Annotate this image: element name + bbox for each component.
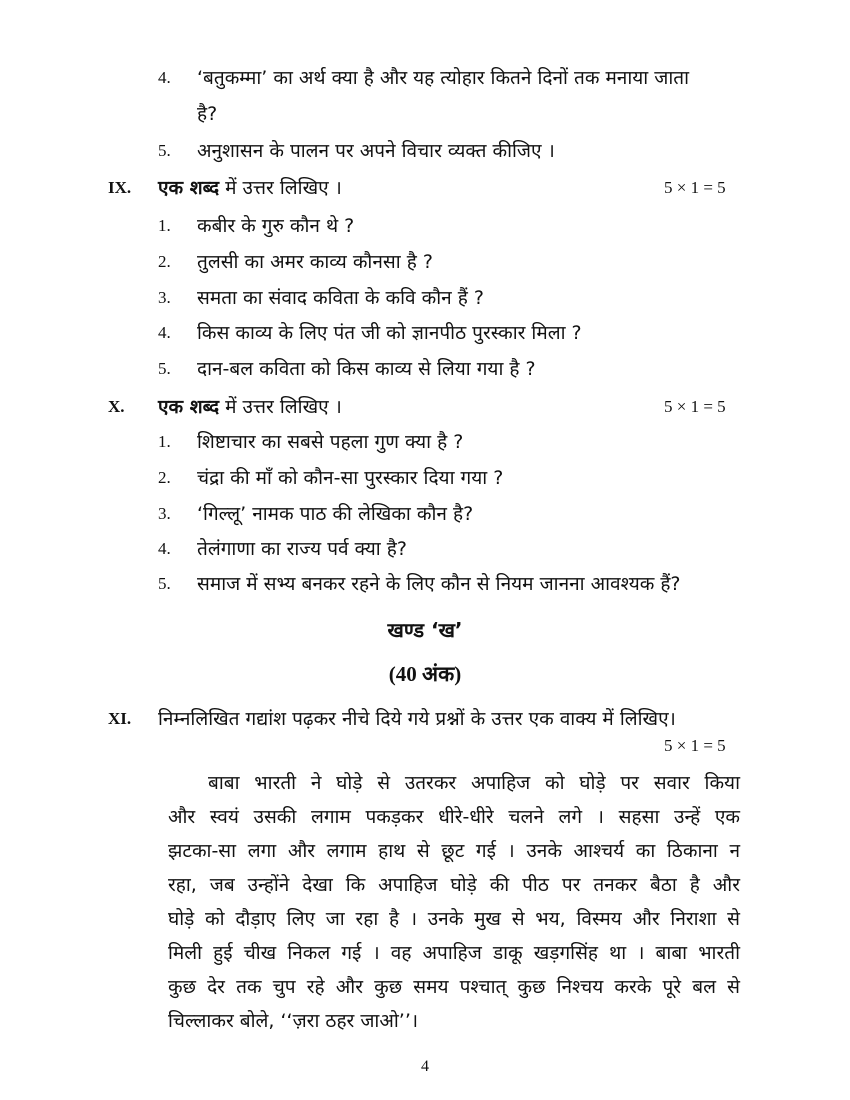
section-instruction: निम्नलिखित गद्यांश पढ़कर नीचे दिये गये प्रश्नों के उत्तर एक वाक्य में लिखिए। <box>158 708 676 730</box>
section-label: IX. <box>108 178 132 197</box>
marks: 5 × 1 = 5 <box>664 736 726 755</box>
item-number: 4. <box>158 323 171 342</box>
question-text: किस काव्य के लिए पंत जी को ज्ञानपीठ पुरस्कार मिला ? <box>197 322 582 344</box>
item-number: 4. <box>158 539 171 558</box>
instruction-rest: में उत्तर लिखिए । <box>219 396 342 418</box>
question-text: अनुशासन के पालन पर अपने विचार व्यक्त कीजिए । <box>197 140 555 162</box>
instruction-bold: एक शब्द <box>158 177 220 199</box>
item-number: 1. <box>158 432 171 451</box>
part-heading: खण्ड ‘ख’ <box>387 618 463 642</box>
question-text-continued: है? <box>197 103 218 125</box>
section-label: XI. <box>108 709 132 728</box>
marks: 5 × 1 = 5 <box>664 178 726 197</box>
item-number: 3. <box>158 504 171 523</box>
instruction-bold: एक शब्द <box>158 396 220 418</box>
marks: 5 × 1 = 5 <box>664 397 726 416</box>
passage-line: झटका-सा लगा और लगाम हाथ से छूट गई । उनके आश्चर्य का ठिकाना न <box>168 840 740 862</box>
passage-line: कुछ देर तक चुप रहे और कुछ समय पश्चात् कुछ निश्चय करके पूरे बल से <box>168 976 740 998</box>
question-text: ‘गिल्लू’ नामक पाठ की लेखिका कौन है? <box>197 503 474 525</box>
passage-line: घोड़े को दौड़ाए लिए जा रहा है । उनके मुख से भय, विस्मय और निराशा से <box>168 908 740 930</box>
instruction-rest: में उत्तर लिखिए । <box>219 177 342 199</box>
question-text: दान-बल कविता को किस काव्य से लिया गया है ? <box>197 358 536 380</box>
passage-line: और स्वयं उसकी लगाम पकड़कर धीरे-धीरे चलने लगे । सहसा उन्हें एक <box>168 806 740 828</box>
passage-line: रहा, जब उन्होंने देखा कि अपाहिज घोड़े की पीठ पर तनकर बैठा है और <box>168 874 740 896</box>
question-text: चंद्रा की माँ को कौन-सा पुरस्कार दिया गया ? <box>197 467 504 489</box>
item-number: 2. <box>158 252 171 271</box>
question-text: तेलंगाणा का राज्य पर्व क्या है? <box>197 538 407 560</box>
page-number: 4 <box>421 1058 429 1075</box>
item-number: 5. <box>158 574 171 593</box>
section-instruction <box>158 174 342 200</box>
question-text: तुलसी का अमर काव्य कौनसा है ? <box>197 251 433 273</box>
question-text: समता का संवाद कविता के कवि कौन हैं ? <box>197 287 484 309</box>
item-number: 5. <box>158 141 171 160</box>
item-number: 3. <box>158 288 171 307</box>
question-text: शिष्टाचार का सबसे पहला गुण क्या है ? <box>197 431 464 453</box>
item-number: 1. <box>158 216 171 235</box>
passage-line: चिल्लाकर बोले, ‘‘ज़रा ठहर जाओ’’। <box>168 1010 419 1032</box>
item-number: 5. <box>158 359 171 378</box>
question-text: ‘बतुकम्मा’ का अर्थ क्या है और यह त्योहार कितने दिनों तक मनाया जाता <box>197 67 690 89</box>
question-text: समाज में सभ्य बनकर रहने के लिए कौन से नियम जानना आवश्यक हैं? <box>197 573 681 595</box>
part-marks: (40 अंक) <box>388 662 462 686</box>
item-number: 4. <box>158 68 171 87</box>
passage-line: मिली हुई चीख निकल गई । वह अपाहिज डाकू खड़गसिंह था । बाबा भारती <box>168 942 740 964</box>
section-label: X. <box>108 397 125 416</box>
passage-line: बाबा भारती ने घोड़े से उतरकर अपाहिज को घोड़े पर सवार किया <box>208 772 740 794</box>
item-number: 2. <box>158 468 171 487</box>
question-text: कबीर के गुरु कौन थे ? <box>197 215 355 237</box>
section-instruction <box>158 393 342 419</box>
